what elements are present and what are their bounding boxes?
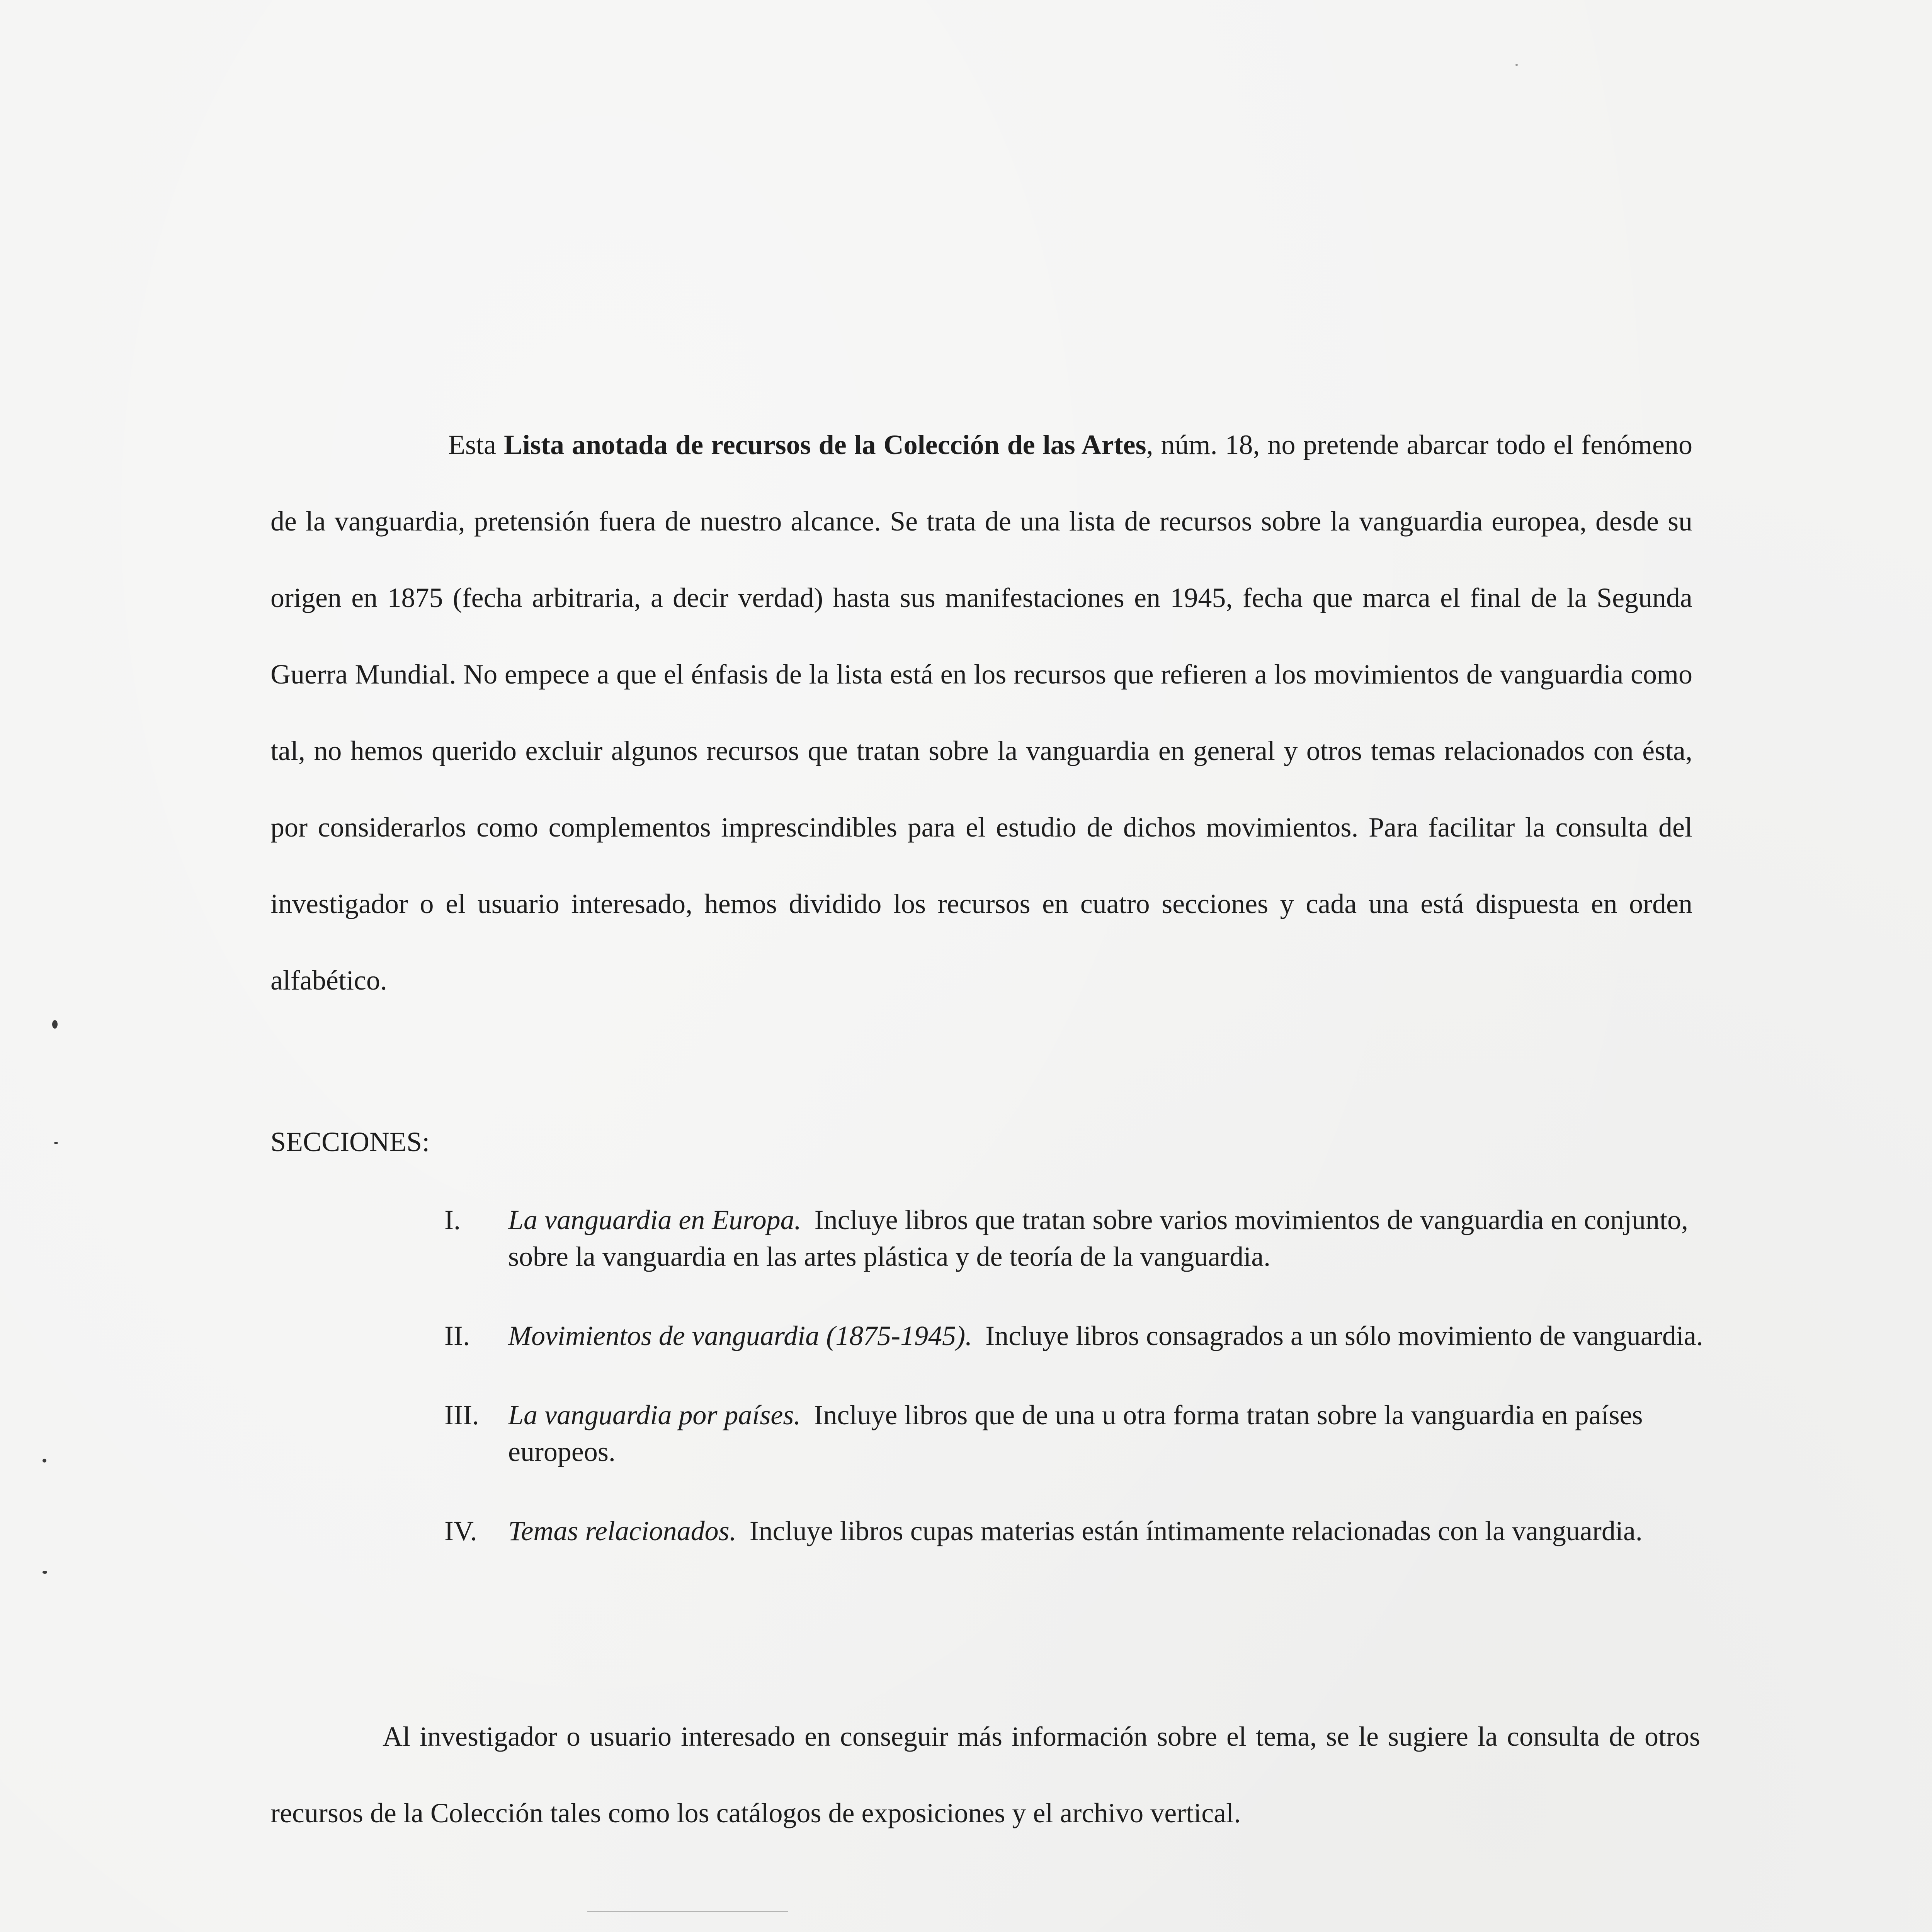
section-item xyxy=(444,1397,1704,1470)
section-number: II. xyxy=(444,1320,470,1351)
section-item xyxy=(444,1202,1704,1275)
section-title: La vanguardia por países. xyxy=(508,1400,801,1430)
section-description: Incluye libros que de una u otra forma tratan sobre la vanguardia en países europeos. xyxy=(508,1400,1643,1467)
section-item xyxy=(444,1513,1704,1549)
intro-paragraph xyxy=(270,406,1692,1019)
sections-list xyxy=(444,1202,1704,1592)
scan-speck xyxy=(1515,64,1518,66)
section-description: Incluye libros que tratan sobre varios movimientos de vanguardia en conjunto, sobre la vanguardia en las artes plástica y de teoría de la vanguardia. xyxy=(508,1204,1689,1272)
section-description: Incluye libros consagrados a un sólo movimiento de vanguardia. xyxy=(985,1320,1703,1351)
section-description: Incluye libros cupas materias están íntimamente relacionadas con la vanguardia. xyxy=(749,1515,1643,1546)
scan-speck xyxy=(43,1459,46,1463)
intro-lead: Esta xyxy=(448,429,496,460)
scan-speck xyxy=(54,1142,58,1144)
collection-title: Lista anotada de recursos de la Colección de las Artes xyxy=(503,429,1146,460)
scan-speck xyxy=(43,1571,47,1574)
section-number: I. xyxy=(444,1204,461,1235)
sections-heading: SECCIONES: xyxy=(270,1126,430,1157)
closing-text: Al investigador o usuario interesado en conseguir más información sobre el tema, se le sugiere la consulta de otros recursos de la Colección tales como los catálogos de exposiciones y el archivo vertical. xyxy=(270,1721,1700,1828)
section-title: Temas relacionados. xyxy=(508,1515,736,1546)
section-number: III. xyxy=(444,1400,479,1430)
section-title: La vanguardia en Europa. xyxy=(508,1204,801,1235)
closing-paragraph xyxy=(270,1698,1700,1851)
signature-rule xyxy=(587,1911,788,1912)
section-title: Movimientos de vanguardia (1875-1945). xyxy=(508,1320,973,1351)
intro-text: , núm. 18, no pretende abarcar todo el fenómeno de la vanguardia, pretensión fuera de nuestro alcance. Se trata de una lista de recursos sobre la vanguardia europea, desde su origen en 1875 (fecha arbitraria, a decir verdad) hasta sus manifestaciones en 1945, fecha que marca el final de la Segunda Guerra Mundial. No empece a que el énfasis de la lista está en los recursos que refieren a los movimientos de vanguardia como tal, no hemos querido excluir algunos recursos que tratan sobre la vanguardia en general y otros temas relacionados con ésta, por considerarlos como complementos imprescindibles para el estudio de dichos movimientos. Para facilitar la consulta del investigador o el usuario interesado, hemos dividido los recursos en cuatro secciones y cada una está dispuesta en orden alfabético. xyxy=(270,429,1693,996)
section-number: IV. xyxy=(444,1515,477,1546)
scan-speck xyxy=(52,1020,58,1029)
section-item xyxy=(444,1318,1704,1354)
